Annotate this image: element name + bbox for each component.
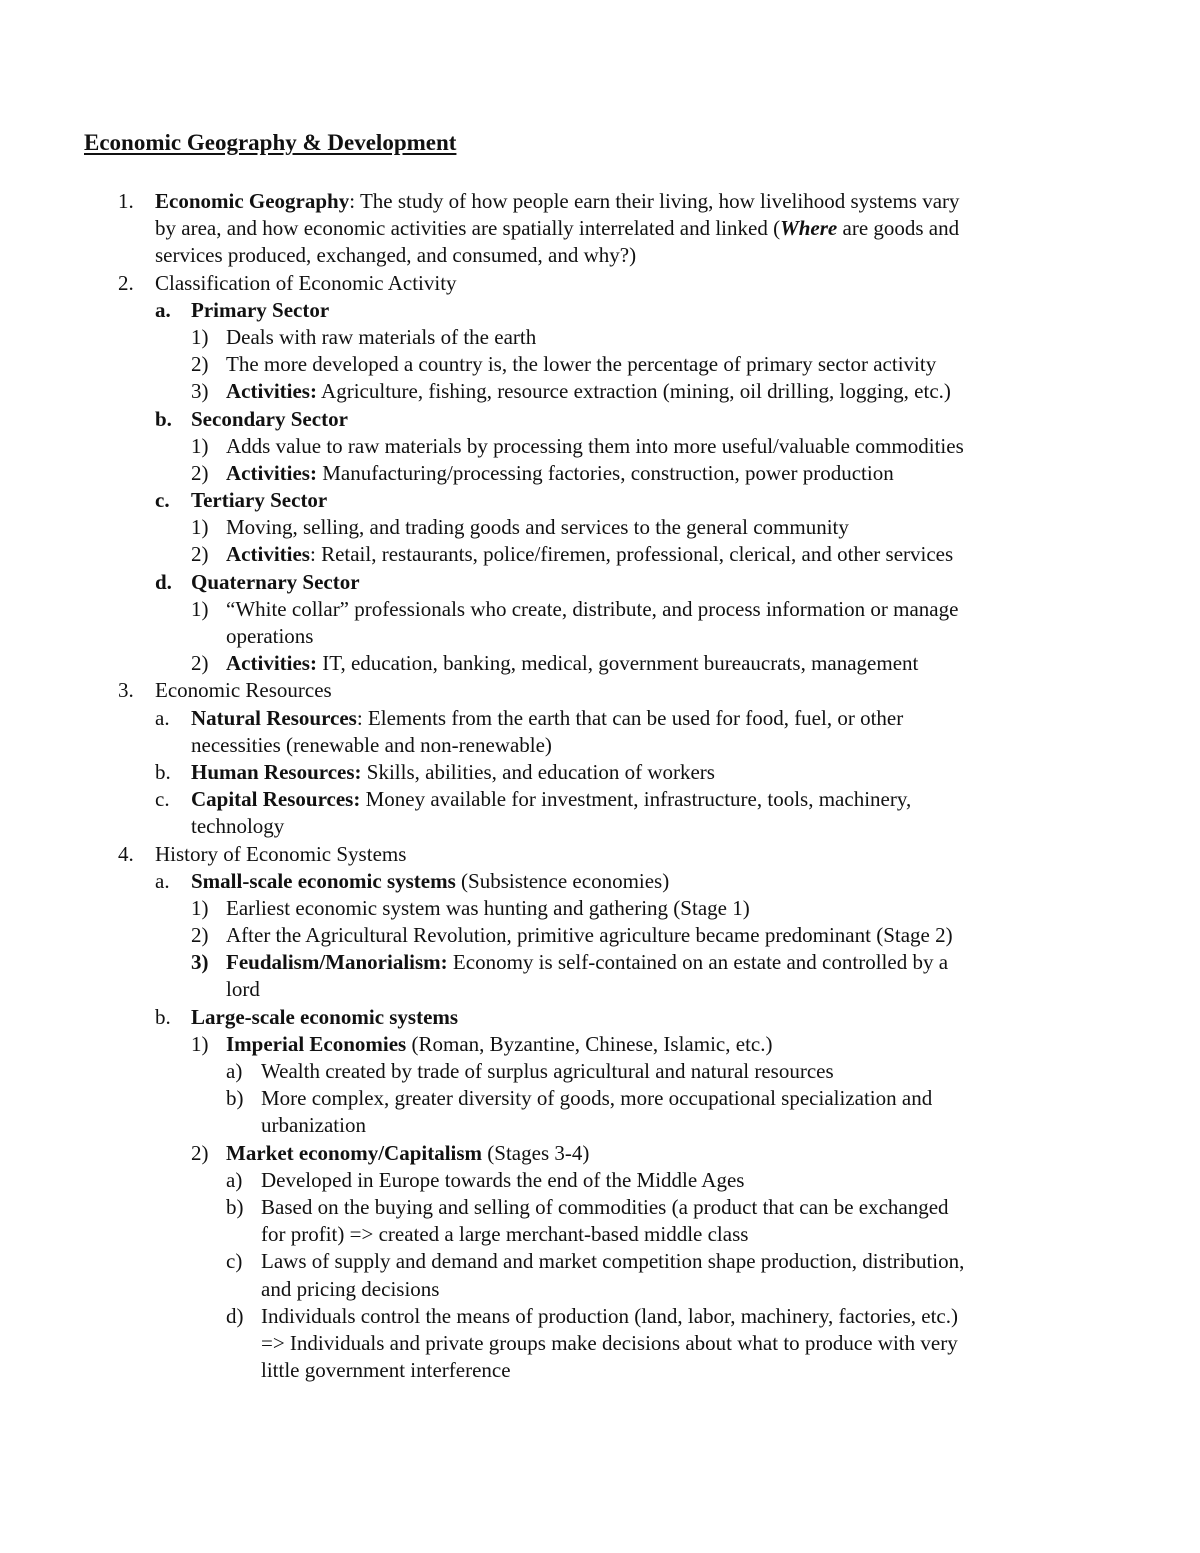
outline-text	[191, 406, 348, 433]
emphasis-text: Tertiary Sector	[191, 488, 328, 513]
outline-text	[261, 1303, 958, 1330]
emphasis-text: Activities:	[226, 379, 317, 404]
outline-item	[0, 705, 1200, 732]
outline-item-continuation	[0, 242, 1200, 269]
outline-text	[226, 514, 849, 541]
outline-marker: 2)	[191, 923, 209, 948]
outline-item-continuation	[0, 1357, 1200, 1384]
body-text: Individuals control the means of production (land, labor, machinery, factories, etc.)	[261, 1303, 958, 1328]
outline-item-continuation	[0, 215, 1200, 242]
outline-marker: 1)	[191, 515, 209, 540]
outline-marker: 1.	[118, 189, 134, 213]
outline-marker: b.	[155, 759, 171, 784]
outline-marker: 1)	[191, 895, 209, 920]
body-text: => Individuals and private groups make decisions about what to produce with very	[261, 1330, 958, 1355]
outline-item	[0, 1004, 1200, 1031]
outline-text	[191, 569, 360, 596]
body-text: Earliest economic system was hunting and gathering (Stage 1)	[226, 895, 750, 920]
body-text: Skills, abilities, and education of workers	[361, 759, 715, 784]
body-text: : Retail, restaurants, police/firemen, professional, clerical, and other services	[309, 542, 954, 567]
outline-item	[0, 1031, 1200, 1058]
emphasis-text: Activities	[226, 542, 310, 567]
outline-item-continuation	[0, 976, 1200, 1003]
outline-item	[0, 922, 1200, 949]
outline-marker: 1)	[191, 433, 209, 458]
emphasis-text: Feudalism/Manorialism:	[226, 950, 448, 975]
body-text: After the Agricultural Revolution, primitive agriculture became predominant (Stage 2)	[226, 923, 953, 948]
outline-marker: 2)	[191, 542, 209, 567]
outline-item	[0, 270, 1200, 297]
outline-item-continuation	[0, 813, 1200, 840]
outline-marker: a.	[155, 705, 170, 730]
body-text: by area, and how economic activities are spatially interrelated and linked (	[155, 216, 781, 241]
outline-marker: a)	[226, 1167, 243, 1192]
outline-item	[0, 188, 1200, 215]
emphasis-text: Secondary Sector	[191, 406, 348, 431]
emphasis-text: Imperial Economies	[226, 1031, 407, 1056]
outline-text	[191, 732, 552, 759]
outline-text	[226, 623, 313, 650]
outline-item	[0, 460, 1200, 487]
outline-text	[261, 1221, 748, 1248]
outline-marker: a.	[155, 297, 171, 322]
outline-text	[226, 324, 536, 351]
outline-text	[191, 868, 669, 895]
body-text: Developed in Europe towards the end of the Middle Ages	[261, 1167, 745, 1192]
emphasis-text: Natural Resources	[191, 705, 357, 730]
outline-text	[226, 895, 750, 922]
outline-text	[155, 841, 406, 868]
outline-text	[261, 1112, 366, 1139]
body-text: services produced, exchanged, and consumed, and why?)	[155, 243, 637, 268]
outline-text	[226, 922, 953, 949]
outline-item	[0, 487, 1200, 514]
outline-text	[261, 1167, 744, 1194]
outline-item	[0, 650, 1200, 677]
outline-item	[0, 406, 1200, 433]
outline-text	[191, 813, 284, 840]
body-text: urbanization	[261, 1113, 366, 1138]
outline-item-continuation	[0, 732, 1200, 759]
body-text: Money available for investment, infrastructure, tools, machinery,	[360, 787, 912, 812]
emphasis-text: Capital Resources:	[191, 787, 361, 812]
outline-text	[261, 1058, 834, 1085]
outline-text	[226, 1140, 589, 1167]
body-text: Economic Resources	[155, 678, 332, 703]
outline-text	[261, 1330, 958, 1357]
emphasis-text: Primary Sector	[191, 297, 330, 322]
body-text: Economy is self-contained on an estate and controlled by a	[447, 950, 949, 975]
outline-item	[0, 1248, 1200, 1275]
outline-item	[0, 514, 1200, 541]
outline-item	[0, 1194, 1200, 1221]
outline-item	[0, 569, 1200, 596]
body-text: : Elements from the earth that can be used for food, fuel, or other	[356, 705, 904, 730]
outline-item	[0, 841, 1200, 868]
outline-marker: 2)	[191, 1140, 209, 1165]
outline-text	[226, 1031, 772, 1058]
outline-item	[0, 868, 1200, 895]
body-text: Based on the buying and selling of commodities (a product that can be exchanged	[261, 1194, 949, 1219]
outline-text	[191, 487, 327, 514]
body-text: Manufacturing/processing factories, construction, power production	[316, 460, 894, 485]
outline-item	[0, 759, 1200, 786]
body-text: : The study of how people earn their living, how livelihood systems vary	[349, 189, 960, 213]
body-text: necessities (renewable and non-renewable)	[191, 732, 552, 757]
body-text: Moving, selling, and trading goods and services to the general community	[226, 515, 849, 540]
body-text: Classification of Economic Activity	[155, 270, 457, 295]
outline-text	[226, 949, 948, 976]
outline-text	[155, 215, 959, 242]
outline-item	[0, 378, 1200, 405]
outline-text	[155, 677, 332, 704]
outline-item	[0, 1303, 1200, 1330]
outline-item-continuation	[0, 1276, 1200, 1303]
body-text: “White collar” professionals who create, distribute, and process information or manage	[226, 596, 959, 621]
outline-item	[0, 433, 1200, 460]
outline-item	[0, 1167, 1200, 1194]
body-text: Agriculture, fishing, resource extraction (mining, oil drilling, logging, etc.)	[316, 379, 951, 404]
outline-text	[191, 759, 715, 786]
body-text: lord	[226, 977, 260, 1002]
body-text: little government interference	[261, 1358, 511, 1383]
outline-text	[191, 297, 329, 324]
outline-marker: 4.	[118, 841, 134, 866]
outline-marker: 1)	[191, 1031, 209, 1056]
outline-item	[0, 786, 1200, 813]
body-text: are goods and	[837, 216, 960, 241]
outline-item-continuation	[0, 1330, 1200, 1357]
outline-text	[261, 1276, 439, 1303]
outline-item-continuation	[0, 1221, 1200, 1248]
outline-marker: a.	[155, 868, 170, 893]
emphasis-text: Activities:	[226, 651, 317, 676]
emphasis-text: Human Resources:	[191, 759, 362, 784]
outline-marker: 2)	[191, 651, 209, 676]
outline-text	[191, 786, 911, 813]
body-text: Wealth created by trade of surplus agricultural and natural resources	[261, 1059, 834, 1083]
body-text: The more developed a country is, the lower the percentage of primary sector activity	[226, 352, 937, 377]
outline-item	[0, 1085, 1200, 1112]
outline-marker: c.	[155, 488, 170, 513]
outline-marker: 3)	[191, 950, 209, 975]
outline-item	[0, 297, 1200, 324]
outline-text	[226, 976, 260, 1003]
body-text: (Subsistence economies)	[455, 868, 670, 893]
body-text: (Stages 3-4)	[482, 1140, 590, 1165]
emphasis-text: Activities:	[226, 460, 317, 485]
body-text: IT, education, banking, medical, government bureaucrats, management	[316, 651, 919, 676]
outline-marker: 2)	[191, 352, 209, 377]
emphasis-text: Large-scale economic systems	[191, 1004, 459, 1029]
outline-item	[0, 895, 1200, 922]
outline-marker: 3.	[118, 678, 134, 703]
body-text: More complex, greater diversity of goods, more occupational specialization and	[261, 1086, 933, 1111]
outline-text	[226, 596, 958, 623]
outline-text	[191, 705, 903, 732]
outline-marker: d)	[226, 1303, 244, 1328]
outline-marker: 1)	[191, 596, 209, 621]
outline-marker: b.	[155, 1004, 171, 1029]
outline-marker: 3)	[191, 379, 209, 404]
outline-item	[0, 351, 1200, 378]
outline-text	[261, 1085, 932, 1112]
outline-text	[155, 188, 960, 215]
outline-body	[0, 188, 1200, 1384]
outline-item	[0, 541, 1200, 568]
body-text: Adds value to raw materials by processing them into more useful/valuable commodities	[226, 433, 964, 458]
body-text: for profit) => created a large merchant-based middle class	[261, 1222, 749, 1247]
outline-text	[261, 1194, 949, 1221]
body-text: Deals with raw materials of the earth	[226, 324, 537, 349]
outline-text	[261, 1357, 511, 1384]
emphasis-text: Where	[780, 216, 838, 241]
outline-marker: c)	[226, 1249, 243, 1274]
outline-marker: c.	[155, 787, 170, 812]
outline-item	[0, 677, 1200, 704]
outline-item	[0, 1140, 1200, 1167]
page-title: Economic Geography & Development	[84, 130, 457, 155]
outline-item	[0, 949, 1200, 976]
outline-marker: 2)	[191, 460, 209, 485]
outline-item-continuation	[0, 623, 1200, 650]
outline-item-continuation	[0, 1112, 1200, 1139]
outline-marker: 2.	[118, 270, 134, 295]
outline-marker: b.	[155, 406, 172, 431]
outline-marker: b)	[226, 1086, 244, 1111]
outline-text	[261, 1248, 964, 1275]
outline-text	[191, 1004, 458, 1031]
body-text: and pricing decisions	[261, 1276, 440, 1301]
body-text: (Roman, Byzantine, Chinese, Islamic, etc.)	[406, 1031, 773, 1056]
outline-text	[226, 378, 951, 405]
outline-marker: 1)	[191, 324, 209, 349]
outline-text	[226, 460, 894, 487]
outline-item	[0, 596, 1200, 623]
outline-text	[155, 270, 457, 297]
outline-marker: a)	[226, 1059, 243, 1083]
body-text: History of Economic Systems	[155, 841, 407, 866]
outline-text	[226, 351, 936, 378]
emphasis-text: Small-scale economic systems	[191, 868, 456, 893]
body-text: Laws of supply and demand and market competition shape production, distribution,	[261, 1249, 965, 1274]
outline-text	[226, 650, 918, 677]
outline-item	[0, 1058, 1200, 1085]
emphasis-text: Market economy/Capitalism	[226, 1140, 483, 1165]
outline-item	[0, 324, 1200, 351]
outline-text	[226, 541, 953, 568]
outline-marker: b)	[226, 1194, 244, 1219]
outline-text	[155, 242, 636, 269]
body-text: operations	[226, 624, 314, 648]
emphasis-text: Quaternary Sector	[191, 569, 360, 594]
emphasis-text: Economic Geography	[155, 189, 350, 213]
body-text: technology	[191, 814, 285, 839]
outline-text	[226, 433, 964, 460]
outline-marker: d.	[155, 569, 172, 594]
